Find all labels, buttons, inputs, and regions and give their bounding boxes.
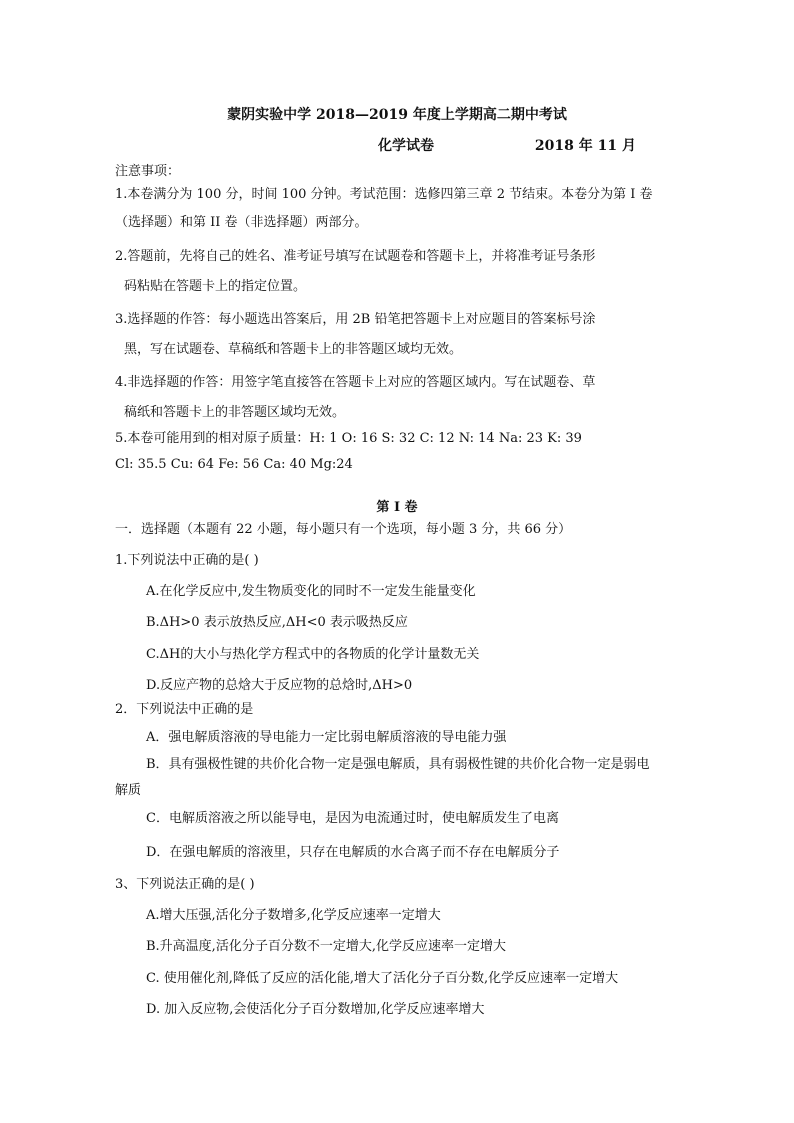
question-2-option-c: C．电解质溶液之所以能导电，是因为电流通过时，使电解质发生了电离	[146, 811, 559, 826]
note-2-line-2: 码粘贴在答题卡上的指定位置。	[124, 279, 307, 294]
section-title: 第 I 卷	[376, 500, 418, 515]
note-5-line-1: 5.本卷可能用到的相对原子质量：H: 1 O: 16 S: 32 C: 12 N: 14 Na: 23 K: 39	[115, 431, 582, 446]
exam-title: 蒙阴实验中学 2018—2019 年度上学期高二期中考试	[227, 107, 567, 123]
note-5-line-2: Cl: 35.5 Cu: 64 Fe: 56 Ca: 40 Mg:24	[115, 457, 353, 472]
question-2-option-b: B．具有强极性键的共价化合物一定是强电解质，具有弱极性键的共价化合物一定是弱电	[146, 757, 650, 772]
exam-date: 2018 年 11 月	[534, 138, 636, 154]
question-1-option-a: A.在化学反应中,发生物质变化的同时不一定发生能量变化	[146, 584, 476, 599]
question-3-option-d: D. 加入反应物,会使活化分子百分数增加,化学反应速率增大	[146, 1002, 485, 1017]
question-1-option-b: B.ΔH>0 表示放热反应,ΔH<0 表示吸热反应	[146, 615, 408, 630]
question-2-option-b-cont: 解质	[115, 783, 142, 798]
question-3-stem: 3、下列说法正确的是( )	[115, 877, 255, 892]
question-1-option-d: D.反应产物的总焓大于反应物的总焓时,ΔH>0	[146, 678, 413, 693]
note-4-line-2: 稿纸和答题卡上的非答题区域均无效。	[124, 405, 346, 420]
question-3-option-b: B.升高温度,活化分子百分数不一定增大,化学反应速率一定增大	[146, 939, 506, 954]
question-3-option-a: A.增大压强,活化分子数增多,化学反应速率一定增大	[146, 908, 441, 923]
note-3-line-1: 3.选择题的作答：每小题选出答案后，用 2B 铅笔把答题卡上对应题目的答案标号涂	[115, 312, 596, 327]
note-1-line-1: 1.本卷满分为 100 分，时间 100 分钟。考试范围：选修四第三章 2 节结束。本卷分为第 I 卷	[115, 187, 653, 202]
note-3-line-2: 黑，写在试题卷、草稿纸和答题卡上的非答题区域均无效。	[124, 342, 463, 357]
question-1-stem: 1.下列说法中正确的是( )	[115, 553, 259, 568]
question-1-option-c: C.ΔH的大小与热化学方程式中的各物质的化学计量数无关	[146, 647, 480, 662]
note-2-line-1: 2.答题前，先将自己的姓名、准考证号填写在试题卷和答题卡上，并将准考证号条形	[115, 249, 596, 264]
part-intro: 一．选择题（本题有 22 小题，每小题只有一个选项，每小题 3 分，共 66 分）	[115, 522, 572, 537]
question-2-option-d: D．在强电解质的溶液里，只存在电解质的水合离子而不存在电解质分子	[146, 845, 560, 860]
subject-label: 化学试卷	[378, 138, 434, 154]
question-2-stem: 2．下列说法中正确的是	[115, 702, 254, 717]
note-4-line-1: 4.非选择题的作答：用签字笔直接答在答题卡上对应的答题区域内。写在试题卷、草	[115, 375, 596, 390]
exam-subtitle	[378, 135, 636, 155]
notes-heading: 注意事项：	[115, 164, 181, 179]
note-1-line-2: （选择题）和第 II 卷（非选择题）两部分。	[115, 215, 368, 230]
question-2-option-a: A．强电解质溶液的导电能力一定比弱电解质溶液的导电能力强	[146, 730, 507, 745]
question-3-option-c: C. 使用催化剂,降低了反应的活化能,增大了活化分子百分数,化学反应速率一定增大	[146, 971, 619, 986]
